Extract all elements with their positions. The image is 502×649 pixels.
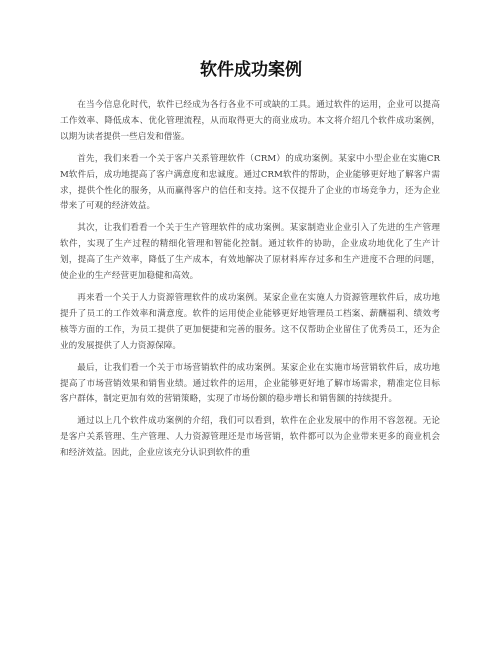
paragraph-intro: 在当今信息化时代，软件已经成为各行各业不可或缺的工具。通过软件的运用，企业可以提高工作效率、降低成本、优化管理流程，从而取得更大的商业成功。本文将介绍几个软件成功案例，以期为读者提供一些启发和借鉴。 (60, 100, 440, 142)
paragraph-hr-case: 再来看一个关于人力资源管理软件的成功案例。某家企业在实施人力资源管理软件后，成功地提升了员工的工作效率和满意度。软件的运用使企业能够更好地管理员工档案、薪酬福利、绩效考核等方面的工作，为员工提供了更加便捷和完善的服务。这不仅帮助企业留住了优秀员工，还为企业的发展提供了人力资源保障。 (60, 292, 440, 351)
paragraph-conclusion: 通过以上几个软件成功案例的介绍，我们可以看到，软件在企业发展中的作用不容忽视。无论是客户关系管理、生产管理、人力资源管理还是市场营销，软件都可以为企业带来更多的商业机会和经济效益。因此，企业应该充分认识到软件的重 (60, 416, 440, 459)
document-body (60, 98, 440, 468)
paragraph-crm-case: 首先，我们来看一个关于客户关系管理软件（CRM）的成功案例。某家中小型企业在实施CRM软件后，成功地提高了客户满意度和忠诚度。通过CRM软件的帮助，企业能够更好地了解客户需求，提供个性化的服务，从而赢得客户的信任和支持。这不仅提升了企业的市场竞争力，还为企业带来了可观的经济效益。 (60, 153, 440, 212)
paragraph-marketing-case: 最后，让我们看一个关于市场营销软件的成功案例。某家企业在实施市场营销软件后，成功地提高了市场营销效果和销售业绩。通过软件的运用，企业能够更好地了解市场需求，精准定位目标客户群体，制定更加有效的营销策略，实现了市场份额的稳步增长和销售额的持续提升。 (60, 362, 440, 405)
document-title: 软件成功案例 (200, 60, 302, 80)
paragraph-production-case: 其次，让我们看看一个关于生产管理软件的成功案例。某家制造业企业引入了先进的生产管理软件，实现了生产过程的精细化管理和智能化控制。通过软件的协助，企业成功地优化了生产计划，提高了生产效率，降低了生产成本，有效地解决了原材料库存过多和生产进度不合理的问题，使企业的生产经营更加稳健和高效。 (60, 223, 440, 282)
